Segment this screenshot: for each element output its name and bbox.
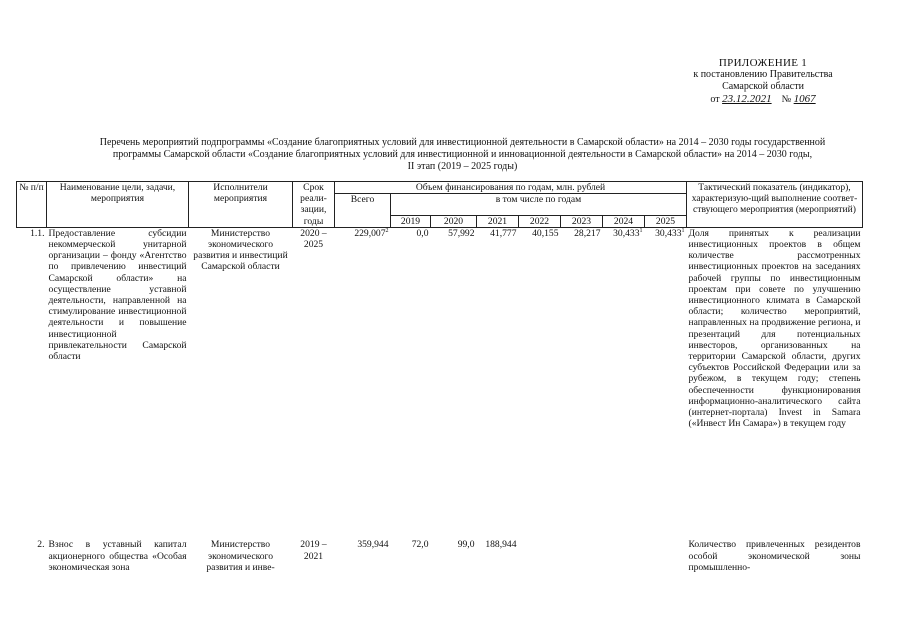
header-year: 2019 — [391, 215, 431, 227]
header-year: 2023 — [561, 215, 603, 227]
row-num: 1.1. — [30, 227, 45, 239]
appendix-date-line — [673, 93, 853, 106]
title-line1: Перечень мероприятий подпрограммы «Создание благоприятных условий для инвестиционной деятельности в Самарской области» на 2014 – 2030 годы государственной — [99, 137, 826, 148]
header-year: 2025 — [645, 215, 687, 227]
row-value-2023: 28,217 — [574, 227, 601, 239]
row-value-2025 — [645, 539, 687, 573]
header-by-years: в том числе по годам — [391, 194, 687, 215]
row-term: 2019 – 2021 — [300, 539, 327, 562]
row-value-2022: 40,155 — [532, 227, 559, 239]
title-line3: II этап (2019 – 2025 годы) — [407, 161, 518, 172]
header-funding: Объем финансирования по годам, млн. рублей — [335, 182, 687, 194]
row-num: 2. — [37, 539, 45, 551]
row-value-2024 — [603, 539, 645, 573]
row-value-2021: 41,777 — [490, 227, 517, 239]
row-total: 229,007$^2$ — [354, 227, 389, 239]
appendix-line2: Самарской области — [722, 81, 804, 92]
row-term: 2020 – 2025 — [300, 227, 327, 251]
title-line2: программы Самарской области «Создание благоприятных условий для инвестиционной и инновационной деятельности в Самарской области» на 2014 – 2030 годы, — [112, 149, 813, 160]
header-executors: Исполнители мероприятия — [189, 182, 293, 228]
row-name: Взнос в уставный капитал акционерного общества «Особая экономическая зона — [48, 539, 187, 573]
row-value-2023 — [561, 539, 603, 573]
row-value-2019: 72,0 — [411, 539, 429, 551]
row-value-2025: 30,433$^1$ — [655, 227, 685, 239]
row-value-2019: 0,0 — [416, 227, 429, 239]
measures-table — [16, 181, 863, 573]
table-row — [17, 227, 863, 539]
header-indicator: Тактический показатель (индикатор), характеризую-щий выполнение соответ-ствующего мероприятия (мероприятий) — [687, 182, 863, 228]
header-name: Наименование цели, задачи, мероприятия — [47, 182, 189, 228]
header-year: 2024 — [603, 215, 645, 227]
document-title — [60, 137, 865, 173]
row-executor: Министерство экономического развития и инвестиций Самарской области — [193, 227, 288, 273]
header-term: Срок реали-зации, годы — [293, 182, 335, 228]
number-prefix: № — [781, 94, 792, 105]
row-indicator: Количество привлеченных резидентов особой экономической зоны промышленно- — [688, 539, 861, 573]
row-value-2021: 188,944 — [485, 539, 517, 551]
row-value-2020: 57,992 — [448, 227, 475, 239]
header-total: Всего — [335, 194, 391, 228]
row-name: Предоставление субсидии некоммерческой унитарной организации – фонду «Агентство по привлечению инвестиций Самарской области» на осуществление уставной деятельности, направленной на стимулирование инвестиционной деятельности и повышение инвестиционной привлекательности Самарской области — [48, 227, 187, 363]
header-year: 2021 — [477, 215, 519, 227]
header-num: № п/п — [17, 182, 47, 228]
appendix-line1: к постановлению Правительства — [693, 69, 833, 80]
header-year: 2020 — [431, 215, 477, 227]
row-total: 359,944 — [357, 539, 389, 551]
row-value-2024: 30,433$^1$ — [613, 227, 643, 239]
date-prefix: от — [710, 94, 720, 105]
row-value-2020: 99,0 — [457, 539, 475, 551]
row-value-2022 — [519, 539, 561, 573]
header-year: 2022 — [519, 215, 561, 227]
row-executor: Министерство экономического развития и инве- — [206, 539, 275, 573]
date-value: 23.12.2021 — [722, 93, 772, 105]
table-row — [17, 539, 863, 573]
number-value: 1067 — [793, 93, 816, 105]
appendix-block — [673, 57, 853, 106]
appendix-title: ПРИЛОЖЕНИЕ 1 — [718, 57, 808, 69]
row-indicator: Доля принятых к реализации инвестиционных проектов в общем количестве рассмотренных инвестиционных проектов на заседаниях рабочей группы по инвестиционным проектам при совете по улучшению инвестиционного климата в Самарской области; количество мероприятий, направленных на продвижение региона, и презентаций для потенциальных инвесторов, организованных на территории Самарской области, других субъектов Российской Федерации или за рубежом, в текущем году; степень обеспеченности функционирования информационно-аналитического сайта (интернет-портала) Invest in Samara («Инвест Ин Самара») в текущем году — [688, 227, 861, 430]
